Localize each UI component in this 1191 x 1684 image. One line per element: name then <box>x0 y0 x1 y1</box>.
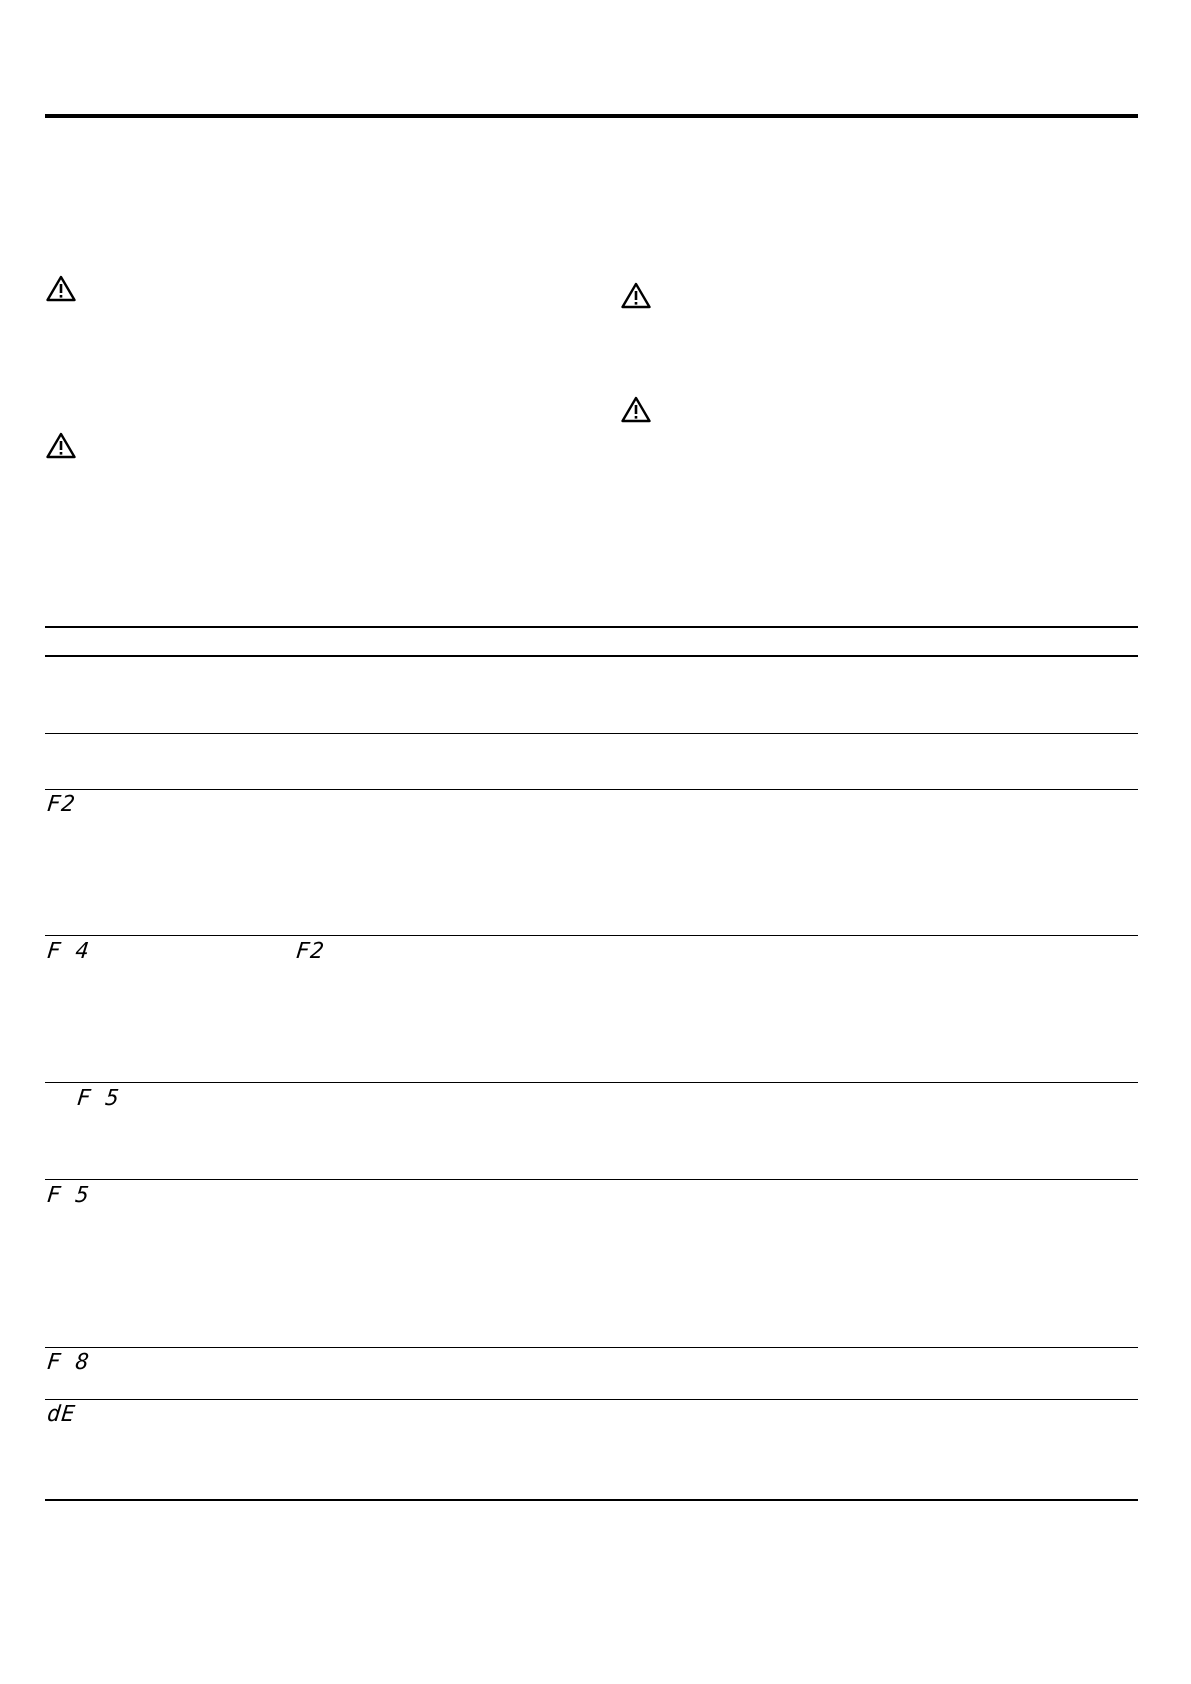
table-row-divider <box>45 1399 1138 1400</box>
error-code-display: F2 <box>45 792 77 817</box>
header-rule <box>45 114 1138 118</box>
table-row-divider <box>45 935 1138 936</box>
error-code-display: F 8 <box>45 1350 92 1375</box>
table-bottom-rule <box>45 1499 1138 1501</box>
table-top-rule <box>45 626 1138 628</box>
error-code-display: F 5 <box>45 1183 92 1208</box>
error-code-display: F2 <box>294 939 326 964</box>
warning-icon <box>621 396 651 423</box>
error-code-display: dE <box>45 1402 77 1427</box>
table-row-divider <box>45 789 1138 790</box>
warning-icon <box>46 275 76 302</box>
table-header-rule <box>45 655 1138 657</box>
warning-icon <box>621 282 651 309</box>
table-row-divider <box>45 1347 1138 1348</box>
table-row-divider <box>45 1082 1138 1083</box>
warning-icon <box>46 432 76 459</box>
error-code-display: F 5 <box>75 1086 122 1111</box>
error-code-display: F 4 <box>45 939 92 964</box>
table-row-divider <box>45 733 1138 734</box>
table-row-divider <box>45 1179 1138 1180</box>
